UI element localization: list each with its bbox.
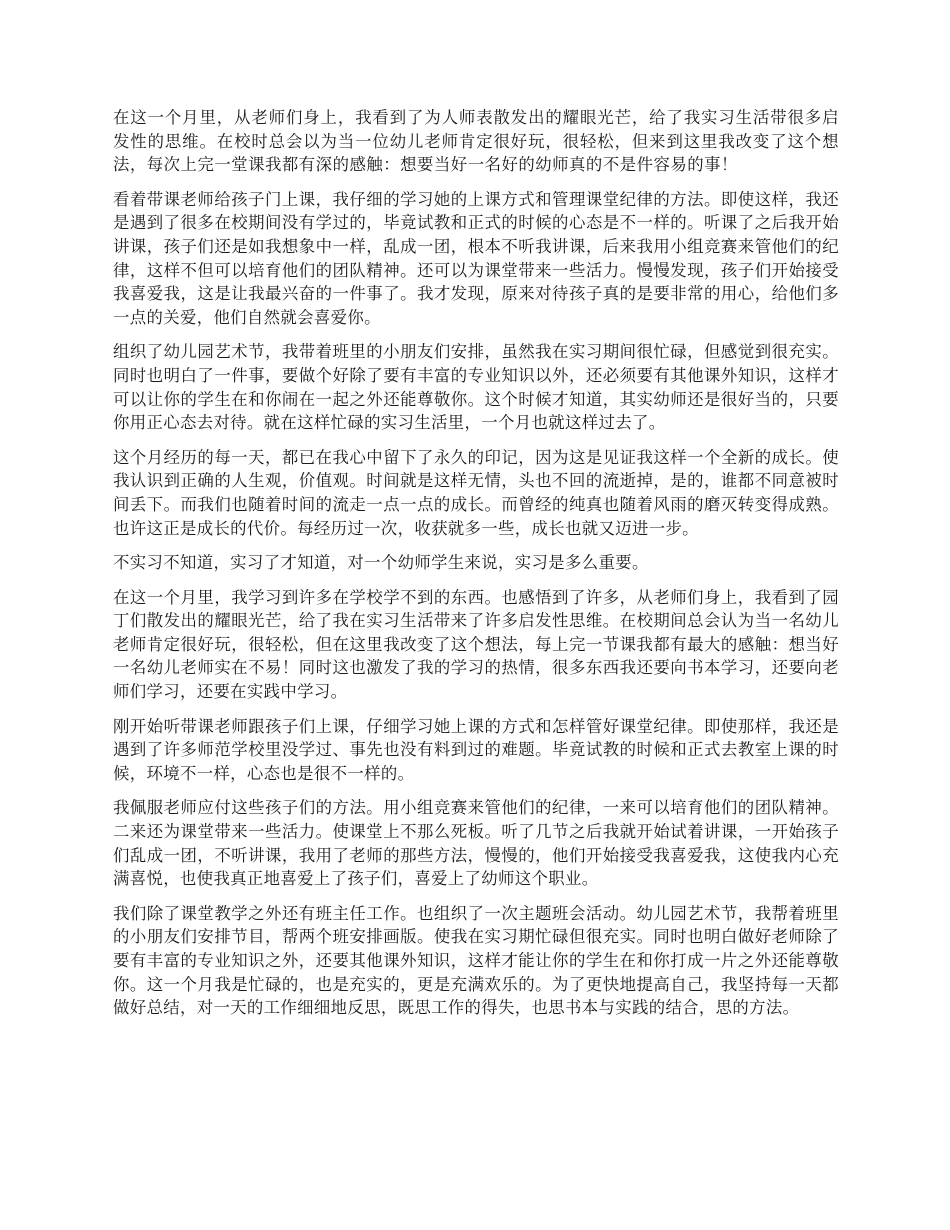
paragraph: 刚开始听带课老师跟孩子们上课，仔细学习她上课的方式和怎样管好课堂纪律。即使那样，我还是遇到了许多师范学校里没学过、事先也没有料到过的难题。毕竟试教的时候和正式去教室上课的时候，环境不一样，心态也是很不一样的。 (113, 716, 839, 783)
paragraph: 不实习不知道，实习了才知道，对一个幼师学生来说，实习是多么重要。 (113, 553, 649, 573)
paragraph: 这个月经历的每一天，都已在我心中留下了永久的印记，因为这是见证我这样一个全新的成长。使我认识到正确的人生观，价值观。时间就是这样无情，头也不回的流逝掉，是的，谁都不同意被时间丢下。而我们也随着时间的流走一点一点的成长。而曾经的纯真也随着风雨的磨灭转变得成熟。也许这正是成长的代价。每经历过一次，收获就多一些，成长也就又迈进一步。 (113, 447, 839, 538)
paragraph: 在这一个月里，我学习到许多在学校学不到的东西。也感悟到了许多，从老师们身上，我看到了园丁们散发出的耀眼光芒，给了我在实习生活带来了许多启发性思维。在校期间总会认为当一名幼儿老师肯定很好玩，很轻松，但在这里我改变了这个想法，每上完一节课我都有最大的感触：想当好一名幼儿老师实在不易！同时这也激发了我的学习的热情，很多东西我还要向书本学习，还要向老师们学习，还要在实践中学习。 (113, 587, 839, 702)
paragraph: 看着带课老师给孩子门上课，我仔细的学习她的上课方式和管理课堂纪律的方法。即使这样，我还是遇到了很多在校期间没有学过的，毕竟试教和正式的时候的心态是不一样的。听课了之后我开始讲课，孩子们还是如我想象中一样，乱成一团，根本不听我讲课，后来我用小组竞赛来管他们的纪律，这样不但可以培育他们的团队精神。还可以为课堂带来一些活力。慢慢发现，孩子们开始接受我喜爱我，这是让我最兴奋的一件事了。我才发现，原来对待孩子真的是要非常的用心，给他们多一点的关爱，他们自然就会喜爱你。 (113, 189, 839, 327)
document-body (113, 106, 839, 1031)
paragraph: 我佩服老师应付这些孩子们的方法。用小组竞赛来管他们的纪律，一来可以培育他们的团队精神。二来还为课堂带来一些活力。使课堂上不那么死板。听了几节之后我就开始试着讲课，一开始孩子们乱成一团，不听讲课，我用了老师的那些方法，慢慢的，他们开始接受我喜爱我，这使我内心充满喜悦，也使我真正地喜爱上了孩子们，喜爱上了幼师这个职业。 (113, 798, 839, 889)
paragraph: 我们除了课堂教学之外还有班主任工作。也组织了一次主题班会活动。幼儿园艺术节，我帮着班里的小朋友们安排节目，帮两个班安排画版。使我在实习期忙碌但很充实。同时也明白做好老师除了要有丰富的专业知识之外，还要其他课外知识，这样才能让你的学生在和你打成一片之外还能尊敬你。这一个月我是忙碌的，也是充实的，更是充满欢乐的。为了更快地提高自己，我坚持每一天都做好总结，对一天的工作细细地反思，既思工作的得失，也思书本与实践的结合，思的方法。 (113, 903, 839, 1018)
paragraph: 在这一个月里，从老师们身上，我看到了为人师表散发出的耀眼光芒，给了我实习生活带很多启发性的思维。在校时总会以为当一位幼儿老师肯定很好玩，很轻松，但来到这里我改变了这个想法，每次上完一堂课我都有深的感触：想要当好一名好的幼师真的不是件容易的事！ (113, 108, 839, 175)
paragraph: 组织了幼儿园艺术节，我带着班里的小朋友们安排，虽然我在实习期间很忙碌，但感觉到很充实。同时也明白了一件事，要做个好除了要有丰富的专业知识以外，还必须要有其他课外知识，这样才可以让你的学生在和你闹在一起之外还能尊敬你。这个时候才知道，其实幼师还是很好当的，只要你用正心态去对待。就在这样忙碌的实习生活里，一个月也就这样过去了。 (113, 342, 839, 433)
